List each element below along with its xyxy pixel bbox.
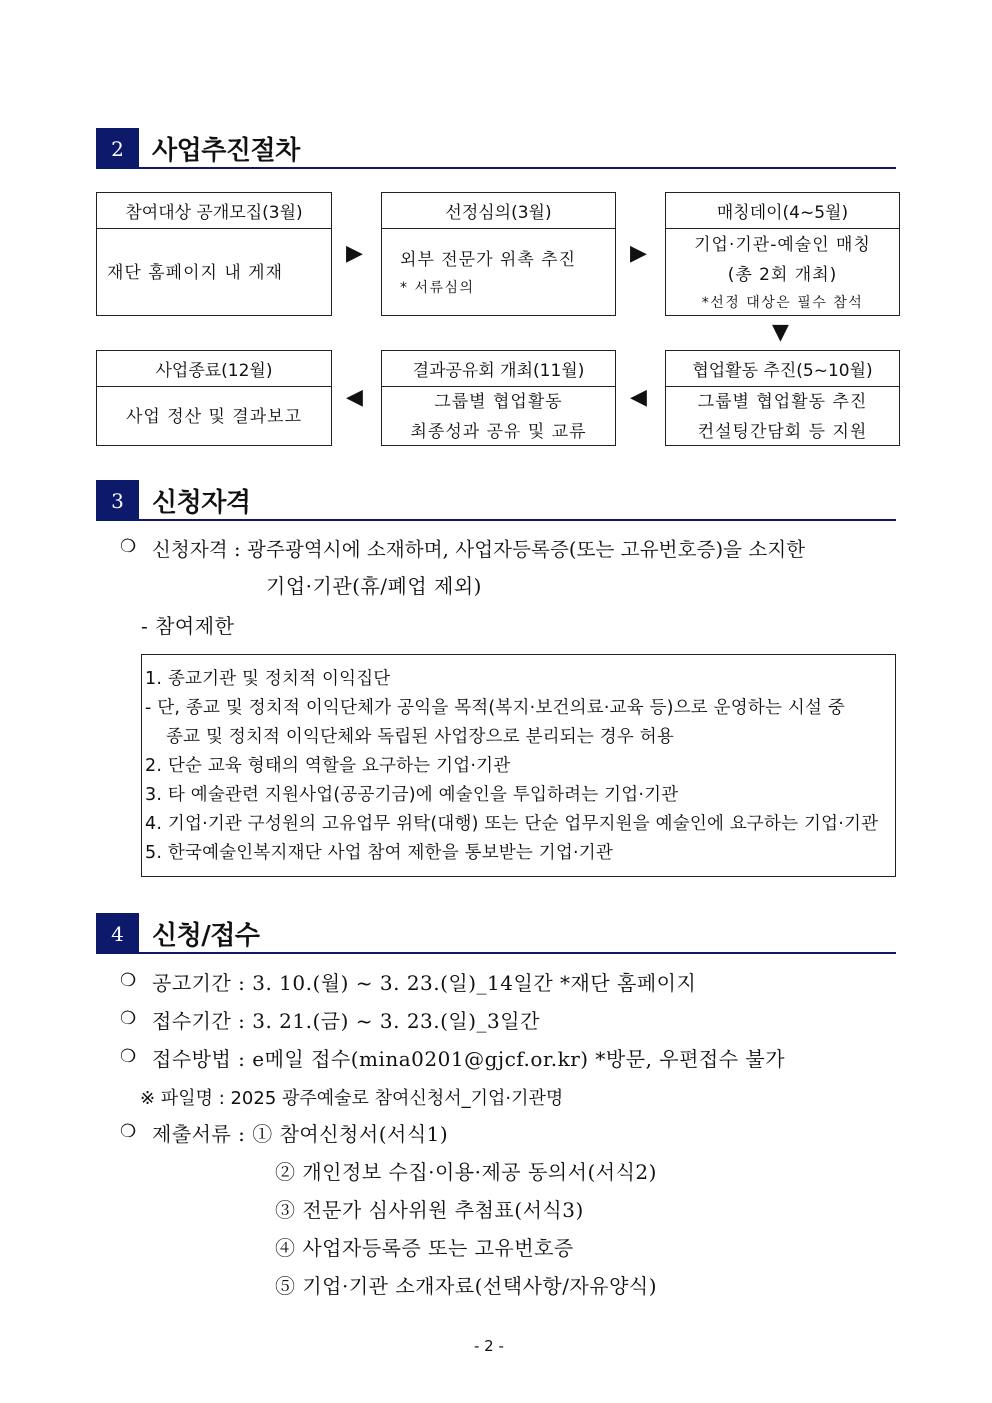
bullet-icon: ❍ (120, 970, 137, 991)
arrow-left-icon: ◀ (630, 385, 647, 410)
flow-step-line: 컨설팅간담회 등 지원 (697, 421, 868, 442)
restriction-item: 5. 한국예술인복지재단 사업 참여 제한을 통보받는 기업·기관 (145, 843, 613, 863)
section-number-4: 4 (96, 913, 139, 954)
flow-step-line: 외부 전문가 위촉 추진 (400, 249, 577, 270)
restriction-box (141, 654, 896, 877)
flow-step-line: 최종성과 공유 및 교류 (410, 421, 587, 442)
flow-step-header: 사업종료(12월) (97, 351, 331, 387)
arrow-right-icon: ▶ (630, 241, 647, 266)
restriction-label: - 참여제한 (141, 614, 235, 638)
restriction-item: 1. 종교기관 및 정치적 이익집단 (145, 669, 391, 689)
restriction-item: 2. 단순 교육 형태의 역할을 요구하는 기업·기관 (145, 756, 511, 776)
flow-step-line: 그룹별 협업활동 (434, 391, 563, 412)
flow-step-matching-day (665, 192, 900, 316)
flow-step-result-sharing (381, 350, 616, 446)
section-number-2: 2 (96, 128, 139, 169)
section-divider (96, 952, 896, 954)
document-item: ③ 전문가 심사위원 추첨표(서식3) (275, 1198, 584, 1222)
restriction-item: 3. 타 예술관련 지원사업(공공기금)에 예술인을 투입하려는 기업·기관 (145, 785, 679, 805)
receipt-period: 접수기간 : 3. 21.(금) ~ 3. 23.(일)_3일간 (152, 1009, 540, 1033)
flow-step-collaboration (665, 350, 900, 446)
flow-step-line: (총 2회 개최) (727, 264, 838, 285)
flow-step-header: 매칭데이(4~5월) (666, 193, 899, 229)
announcement-period: 공고기간 : 3. 10.(월) ~ 3. 23.(일)_14일간 *재단 홈페이지 (152, 971, 697, 995)
section-divider (96, 167, 896, 169)
restriction-item: 종교 및 정치적 이익단체와 독립된 사업장으로 분리되는 경우 허용 (166, 727, 674, 747)
restriction-item: - 단, 종교 및 정치적 이익단체가 공익을 목적(복지·보건의료·교육 등)으로 운영하는 시설 중 (145, 698, 845, 718)
section-title-application: 신청/접수 (152, 921, 260, 951)
flow-step-header: 선정심의(3월) (382, 193, 615, 229)
flow-step-review (381, 192, 616, 316)
arrow-left-icon: ◀ (346, 385, 363, 410)
flow-step-note: *선정 대상은 필수 참석 (701, 294, 864, 311)
arrow-right-icon: ▶ (346, 241, 363, 266)
flow-step-line: 그룹별 협업활동 추진 (697, 391, 868, 412)
flow-step-line: 기업·기관-예술인 매칭 (694, 234, 871, 255)
bullet-icon: ❍ (120, 1046, 137, 1067)
documents-label: 제출서류 : ① 참여신청서(서식1) (152, 1122, 449, 1146)
flow-step-closing (96, 350, 332, 446)
restriction-item: 4. 기업·기관 구성원의 고유업무 위탁(대행) 또는 단순 업무지원을 예술인에 요구하는 기업·기관 (145, 814, 879, 834)
eligibility-line-2: 기업·기관(휴/폐업 제외) (266, 574, 482, 598)
bullet-icon: ❍ (120, 1121, 137, 1142)
bullet-icon: ❍ (120, 536, 137, 557)
flow-step-line: 사업 정산 및 결과보고 (125, 406, 302, 427)
document-item: ⑤ 기업·기관 소개자료(선택사항/자유양식) (275, 1274, 658, 1298)
bullet-icon: ❍ (120, 1008, 137, 1029)
flow-step-note: * 서류심의 (400, 279, 475, 296)
flow-step-recruitment (96, 192, 332, 316)
receipt-method: 접수방법 : e메일 접수(mina0201@gjcf.or.kr) *방문, 우편접수 불가 (152, 1047, 786, 1071)
section-title-eligibility: 신청자격 (152, 488, 251, 518)
flow-step-header: 참여대상 공개모집(3월) (97, 193, 331, 229)
flow-step-header: 협업활동 추진(5~10월) (666, 351, 899, 387)
section-title-procedure: 사업추진절차 (152, 136, 300, 166)
section-divider (96, 519, 896, 521)
page-number: - 2 - (474, 1337, 504, 1355)
filename-note: ※ 파일명 : 2025 광주예술로 참여신청서_기업·기관명 (140, 1088, 564, 1109)
arrow-down-icon: ▼ (772, 320, 789, 345)
document-item: ④ 사업자등록증 또는 고유번호증 (275, 1236, 574, 1260)
eligibility-line-1: 신청자격 : 광주광역시에 소재하며, 사업자등록증(또는 고유번호증)을 소지한 (152, 538, 806, 561)
document-item: ② 개인정보 수집·이용·제공 동의서(서식2) (275, 1160, 657, 1184)
section-number-3: 3 (96, 480, 139, 521)
flow-step-header: 결과공유회 개최(11월) (382, 351, 615, 387)
flow-step-line: 재단 홈페이지 내 게재 (107, 262, 284, 283)
